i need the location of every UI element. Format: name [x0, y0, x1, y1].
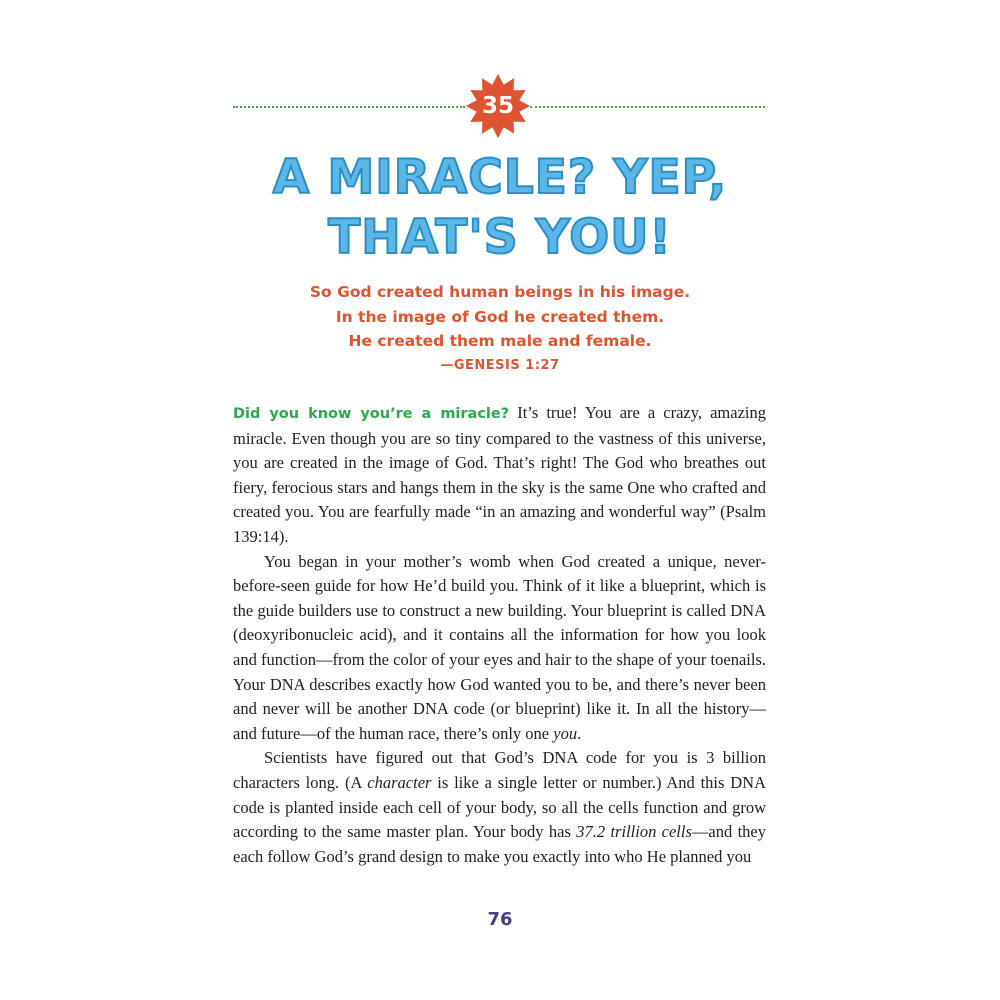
title-line-1: A MIRACLE? YEP, [272, 150, 728, 205]
paragraph-3-text-c: —and they each follow God’s grand design to make you exactly into who He planned you [233, 822, 766, 866]
paragraph-3 [233, 746, 766, 869]
page-number: 76 [487, 909, 513, 930]
verse-line-3: He created them male and female. [348, 332, 652, 350]
paragraph-2-text: You began in your mother’s womb when God created a unique, never-before-seen guide for how He’d build you. Think of it like a blueprint, which is the guide builders use to construct a new building. Your blueprint is called DNA (deoxyribonucleic acid), and it contains all the information for how you look and function—from the color of your eyes and hair to the shape of your toenails. Your DNA describes exactly how God wanted you to be, and there’s never been and never will be another DNA code (or blueprint) like it. In all the history—and future—of the human race, there’s only one [233, 551, 766, 743]
paragraph-3-text-a: Scientists have figured out that God’s DNA code for you is 3 billion characters long. (A [233, 748, 766, 792]
paragraph-1-text: It’s true! You are a crazy, amazing miracle. Even though you are so tiny compared to the vastness of this universe, you are created in the image of God. That’s right! The God who breathes out fiery, ferocious stars and hangs them in the sky is the same One who crafted and created you. You are fearfully made “in an amazing and wonderful way” (Psalm 139:14). [233, 403, 766, 546]
scripture-verse [250, 280, 750, 378]
chapter-number: 35 [481, 93, 514, 119]
paragraph-2 [233, 550, 766, 747]
verse-line-2: In the image of God he created them. [335, 307, 665, 326]
paragraph-1 [233, 401, 766, 550]
emphasis-cell-count: 37.2 trillion cells [576, 822, 692, 842]
paragraph-2-end: . [577, 723, 582, 743]
paragraph-3-text-b: is like a single letter or number.) And this DNA code is planted inside each cell of your body, so all the cells function and grow according to the same master plan. Your body has [233, 772, 767, 842]
lead-question: Did you know you’re a miracle? [233, 406, 510, 422]
emphasis-you: you [553, 723, 578, 743]
body-text [233, 401, 766, 869]
divider-right [530, 106, 765, 108]
verse-line-1: So God created human beings in his image. [309, 283, 691, 301]
emphasis-character: character [367, 772, 432, 792]
divider-left [233, 106, 465, 108]
chapter-badge [465, 73, 531, 139]
page-title [200, 148, 800, 268]
verse-reference: —GENESIS 1:27 [440, 357, 560, 373]
title-line-2: THAT'S YOU! [328, 210, 672, 265]
